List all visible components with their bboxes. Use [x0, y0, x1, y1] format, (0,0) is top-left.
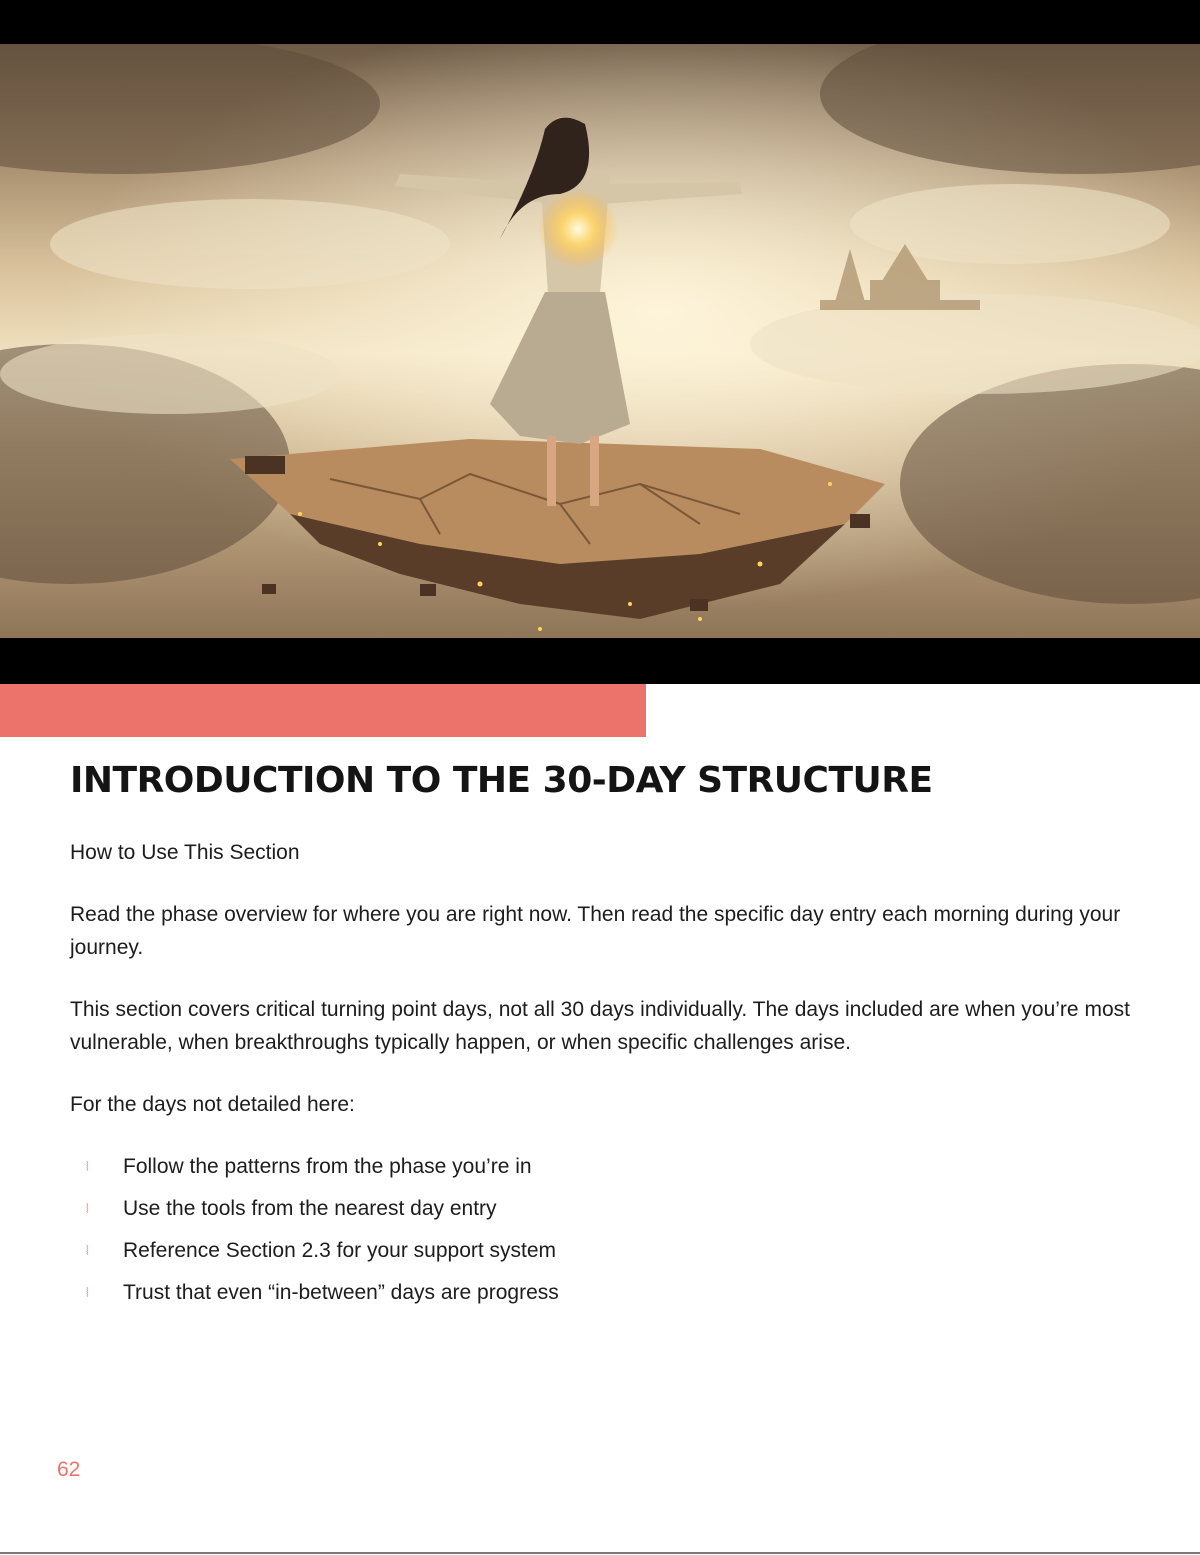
wavy-bullet-icon: ⦚ [86, 1243, 89, 1258]
section-title: INTRODUCTION TO THE 30-DAY STRUCTURE [70, 760, 933, 801]
bottom-divider [0, 1552, 1200, 1554]
subheading: How to Use This Section [70, 841, 300, 864]
bullet-list [70, 1150, 1130, 1318]
paragraph-phase-overview: Read the phase overview for where you are right now. Then read the specific day entry each morning during your journey. [70, 903, 1121, 959]
wavy-bullet-icon: ⦚ [86, 1285, 89, 1300]
hero-image [0, 44, 1200, 638]
paragraph-days-not-detailed: For the days not detailed here: [70, 1093, 355, 1116]
list-item-text: Follow the patterns from the phase you’re in [123, 1155, 532, 1178]
list-item-text: Use the tools from the nearest day entry [123, 1197, 497, 1220]
content-body [70, 836, 1130, 1318]
list-item-text: Trust that even “in-between” days are progress [123, 1281, 559, 1304]
wavy-bullet-icon: ⦚ [86, 1201, 89, 1216]
accent-bar [0, 684, 646, 737]
list-item-text: Reference Section 2.3 for your support system [123, 1239, 557, 1262]
page-number: 62 [57, 1458, 81, 1481]
list-item [70, 1234, 1130, 1276]
wavy-bullet-icon: ⦚ [86, 1159, 89, 1174]
list-item [70, 1192, 1130, 1234]
list-item [70, 1150, 1130, 1192]
paragraph-turning-points: This section covers critical turning point days, not all 30 days individually. The days included are when you’re most vulnerable, when breakthroughs typically happen, or when specific challenges arise. [70, 998, 1130, 1054]
list-item [70, 1276, 1130, 1318]
hero-band [0, 0, 1200, 684]
